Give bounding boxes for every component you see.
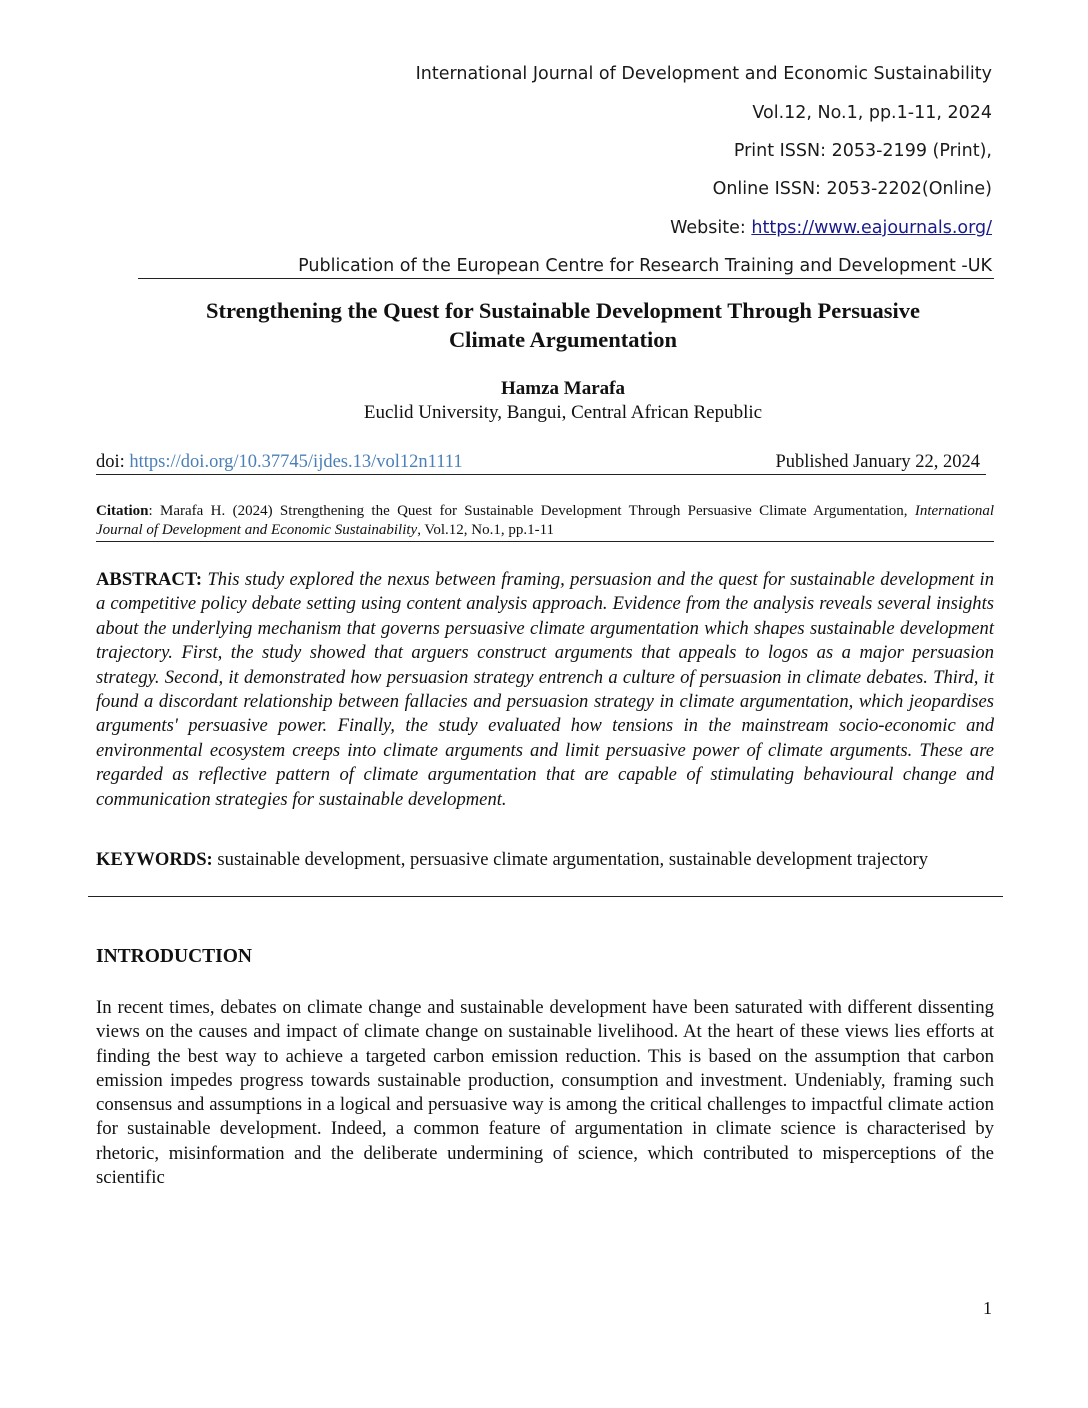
doi-line bbox=[96, 452, 463, 473]
title-line-1: Strengthening the Quest for Sustainable Development Through Persuasive bbox=[205, 298, 920, 323]
title-line-2: Climate Argumentation bbox=[448, 327, 678, 352]
print-issn: Print ISSN: 2053-2199 (Print), bbox=[733, 141, 992, 161]
keywords-block bbox=[96, 848, 994, 872]
keywords-text: sustainable development, persuasive climate argumentation, sustainable development trajectory bbox=[217, 849, 929, 870]
journal-name: International Journal of Development and Economic Sustainability bbox=[415, 64, 992, 84]
citation-block bbox=[96, 502, 994, 540]
publisher-line: Publication of the European Centre for Research Training and Development -UK bbox=[298, 256, 992, 276]
citation-volume: , Vol.12, No.1, pp.1-11 bbox=[417, 522, 555, 538]
volume-info: Vol.12, No.1, pp.1-11, 2024 bbox=[752, 103, 992, 123]
keywords-label: KEYWORDS: bbox=[96, 849, 213, 870]
citation-text: : Marafa H. (2024) Strengthening the Quest for Sustainable Development Through Persuasive Climate Argumentation, bbox=[148, 503, 915, 519]
citation-journal: International Journal of Development and Economic Sustainability bbox=[96, 503, 994, 538]
doi-label: doi: bbox=[96, 452, 130, 472]
citation-rule bbox=[96, 541, 994, 542]
published-date: Published January 22, 2024 bbox=[775, 452, 980, 472]
header-rule bbox=[138, 278, 994, 279]
website-link[interactable]: https://www.eajournals.org/ bbox=[751, 218, 992, 238]
abstract-text: This study explored the nexus between framing, persuasion and the quest for sustainable development in a competitive policy debate setting using content analysis approach. Evidence from the analysis reveals several insights about the underlying mechanism that governs persuasive climate argumentation which shapes sustainable development trajectory. First, the study showed that arguers construct arguments that appeals to logos as a major persuasion strategy. Second, it demonstrated how persuasion strategy entrench a culture of persuasion in climate debates. Third, it found a discordant relationship between fallacies and persuasion strategy in climate argumentation, which jeopardises arguments' persuasive power. Finally, the study evaluated how tensions in the mainstream socio-economic and environmental ecosystem creeps into climate arguments and limit persuasive power of climate arguments. These are regarded as reflective pattern of climate argumentation that are capable of stimulating behavioural change and communication strategies for sustainable development. bbox=[96, 569, 994, 810]
online-issn: Online ISSN: 2053-2202(Online) bbox=[712, 179, 992, 199]
author-name: Hamza Marafa bbox=[501, 378, 625, 399]
doi-rule bbox=[96, 474, 986, 475]
website-line bbox=[670, 218, 992, 238]
abstract-block bbox=[96, 568, 994, 812]
section-heading-introduction: INTRODUCTION bbox=[96, 946, 253, 967]
abstract-label: ABSTRACT: bbox=[96, 569, 203, 590]
author-affiliation: Euclid University, Bangui, Central African Republic bbox=[363, 402, 763, 423]
keywords-rule bbox=[88, 896, 1003, 897]
introduction-paragraph: In recent times, debates on climate change and sustainable development have been saturated with different dissenting views on the causes and impact of climate change on sustainable livelihood. At the heart of these views lies efforts at finding the best way to achieve a targeted carbon emission reduction. This is based on the assumption that carbon emission impedes progress towards sustainable production, consumption and investment. Undeniably, framing such consensus and assumptions in a logical and persuasive way is among the critical challenges to impactful climate action for sustainable development. Indeed, a common feature of argumentation in climate science is characterised by rhetoric, misinformation and the deliberate undermining of science, which contributed to misperceptions of the scientific bbox=[96, 997, 994, 1189]
doi-link[interactable]: https://doi.org/10.37745/ijdes.13/vol12n1111 bbox=[129, 452, 463, 472]
article-title bbox=[96, 296, 1030, 354]
page-number: 1 bbox=[983, 1298, 992, 1318]
website-label: Website: bbox=[670, 218, 752, 238]
citation-label: Citation bbox=[96, 503, 149, 519]
